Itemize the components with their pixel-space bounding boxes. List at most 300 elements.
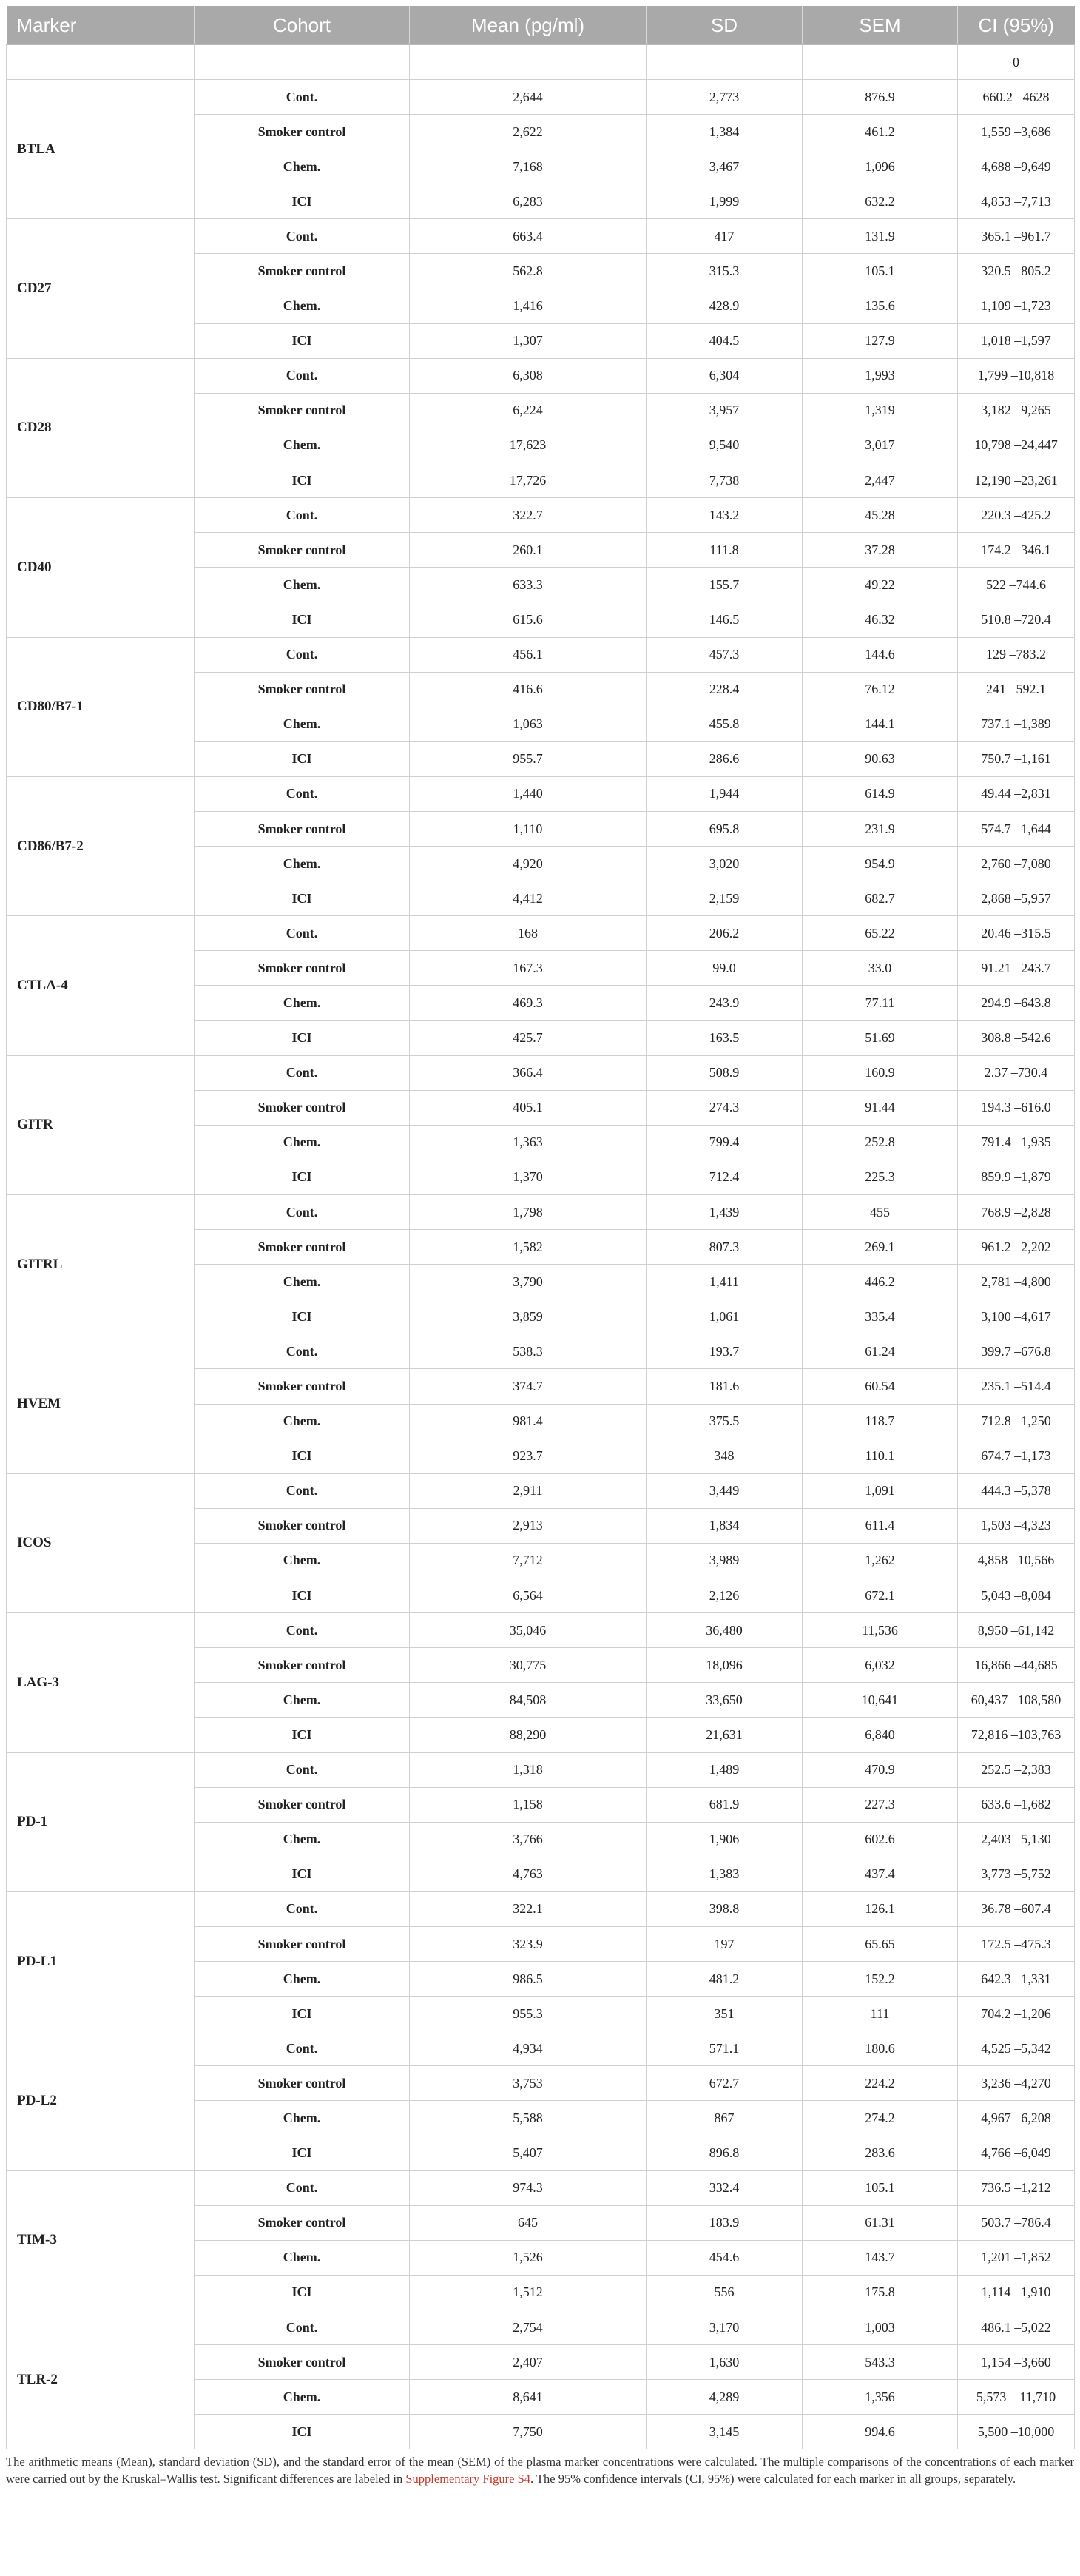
cohort-cell: Cont. [195, 2310, 410, 2345]
cohort-cell: Cont. [195, 358, 410, 393]
sd-cell: 681.9 [647, 1787, 803, 1822]
ci-cell: 308.8 –542.6 [958, 1020, 1075, 1055]
table-row [7, 776, 1075, 811]
table-row [7, 498, 1075, 533]
sem-cell: 437.4 [803, 1857, 958, 1891]
sd-cell: 206.2 [647, 916, 803, 951]
ci-cell: 72,816 –103,763 [958, 1718, 1075, 1752]
cohort-cell: Smoker control [195, 2345, 410, 2380]
cohort-cell: Chem. [195, 1404, 410, 1439]
ci-cell: 399.7 –676.8 [958, 1334, 1075, 1369]
sem-cell: 37.28 [803, 533, 958, 568]
ci-cell: 294.9 –643.8 [958, 986, 1075, 1020]
mean-cell: 4,934 [410, 2031, 647, 2066]
sd-cell: 799.4 [647, 1125, 803, 1160]
sem-cell: 602.6 [803, 1822, 958, 1857]
table-row [7, 1334, 1075, 1369]
sem-cell: 11,536 [803, 1613, 958, 1648]
cohort-cell: Smoker control [195, 1090, 410, 1125]
sem-cell: 231.9 [803, 811, 958, 846]
ci-cell: 4,853 –7,713 [958, 184, 1075, 219]
sd-cell: 243.9 [647, 986, 803, 1020]
sem-cell: 143.7 [803, 2240, 958, 2275]
sd-cell: 3,020 [647, 847, 803, 881]
mean-cell: 7,712 [410, 1543, 647, 1578]
ci-cell: 1,559 –3,686 [958, 115, 1075, 149]
mean-cell: 6,283 [410, 184, 647, 219]
cohort-cell: ICI [195, 881, 410, 916]
cohort-cell: Cont. [195, 2170, 410, 2205]
sd-cell: 695.8 [647, 811, 803, 846]
mean-cell: 1,307 [410, 323, 647, 358]
sd-cell: 146.5 [647, 602, 803, 637]
ci-cell: 241 –592.1 [958, 672, 1075, 707]
header-sd: SD [647, 6, 803, 45]
cohort-cell: Cont. [195, 916, 410, 951]
sem-cell: 61.31 [803, 2205, 958, 2240]
sem-cell: 6,840 [803, 1718, 958, 1752]
sem-cell: 611.4 [803, 1508, 958, 1543]
sd-cell: 3,989 [647, 1543, 803, 1578]
mean-cell: 323.9 [410, 1926, 647, 1961]
cohort-cell: Cont. [195, 776, 410, 811]
table-row [7, 1613, 1075, 1648]
sd-cell: 1,944 [647, 776, 803, 811]
table-cell: 0 [958, 45, 1075, 80]
ci-cell: 574.7 –1,644 [958, 811, 1075, 846]
mean-cell: 1,416 [410, 289, 647, 323]
cohort-cell: ICI [195, 602, 410, 637]
ci-cell: 320.5 –805.2 [958, 254, 1075, 289]
cohort-cell: Cont. [195, 1891, 410, 1926]
sd-cell: 2,159 [647, 881, 803, 916]
sem-cell: 51.69 [803, 1020, 958, 1055]
ci-cell: 791.4 –1,935 [958, 1125, 1075, 1160]
sd-cell: 1,384 [647, 115, 803, 149]
marker-cell: PD-L2 [7, 2031, 195, 2170]
cohort-cell: Smoker control [195, 2066, 410, 2101]
mean-cell: 2,913 [410, 1508, 647, 1543]
table-row [7, 80, 1075, 115]
mean-cell: 1,526 [410, 2240, 647, 2275]
sem-cell: 1,091 [803, 1473, 958, 1508]
mean-cell: 35,046 [410, 1613, 647, 1648]
mean-cell: 663.4 [410, 219, 647, 254]
sd-cell: 332.4 [647, 2170, 803, 2205]
marker-cell: HVEM [7, 1334, 195, 1473]
ci-cell: 91.21 –243.7 [958, 951, 1075, 986]
sem-cell: 470.9 [803, 1752, 958, 1787]
sd-cell: 867 [647, 2101, 803, 2136]
table-cell [7, 45, 195, 80]
ci-cell: 1,109 –1,723 [958, 289, 1075, 323]
sd-cell: 193.7 [647, 1334, 803, 1369]
marker-cell: GITRL [7, 1195, 195, 1334]
ci-cell: 510.8 –720.4 [958, 602, 1075, 637]
sem-cell: 131.9 [803, 219, 958, 254]
marker-cell: GITR [7, 1055, 195, 1194]
mean-cell: 3,753 [410, 2066, 647, 2101]
sd-cell: 197 [647, 1926, 803, 1961]
sem-cell: 274.2 [803, 2101, 958, 2136]
mean-cell: 2,911 [410, 1473, 647, 1508]
sem-cell: 61.24 [803, 1334, 958, 1369]
sem-cell: 60.54 [803, 1369, 958, 1404]
cohort-cell: Cont. [195, 1473, 410, 1508]
table-row [7, 219, 1075, 254]
sd-cell: 2,773 [647, 80, 803, 115]
sem-cell: 46.32 [803, 602, 958, 637]
sem-cell: 144.6 [803, 637, 958, 672]
cohort-cell: Chem. [195, 986, 410, 1020]
mean-cell: 1,110 [410, 811, 647, 846]
ci-cell: 172.5 –475.3 [958, 1926, 1075, 1961]
sd-cell: 457.3 [647, 637, 803, 672]
ci-cell: 5,573 – 11,710 [958, 2380, 1075, 2415]
cohort-cell: ICI [195, 1857, 410, 1891]
ci-cell: 1,154 –3,660 [958, 2345, 1075, 2380]
sd-cell: 36,480 [647, 1613, 803, 1648]
mean-cell: 538.3 [410, 1334, 647, 1369]
cohort-cell: Cont. [195, 498, 410, 533]
ci-cell: 4,688 –9,649 [958, 149, 1075, 184]
sd-cell: 163.5 [647, 1020, 803, 1055]
mean-cell: 615.6 [410, 602, 647, 637]
sem-cell: 180.6 [803, 2031, 958, 2066]
sem-cell: 65.22 [803, 916, 958, 951]
marker-cell: CD40 [7, 498, 195, 637]
sd-cell: 712.4 [647, 1160, 803, 1194]
cohort-cell: ICI [195, 1299, 410, 1334]
mean-cell: 469.3 [410, 986, 647, 1020]
sd-cell: 571.1 [647, 2031, 803, 2066]
sd-cell: 807.3 [647, 1230, 803, 1265]
sem-cell: 1,262 [803, 1543, 958, 1578]
sd-cell: 398.8 [647, 1891, 803, 1926]
sem-cell: 10,641 [803, 1683, 958, 1718]
ci-cell: 220.3 –425.2 [958, 498, 1075, 533]
sd-cell: 143.2 [647, 498, 803, 533]
ci-cell: 674.7 –1,173 [958, 1439, 1075, 1473]
ci-cell: 2,403 –5,130 [958, 1822, 1075, 1857]
mean-cell: 981.4 [410, 1404, 647, 1439]
cohort-cell: Smoker control [195, 1369, 410, 1404]
mean-cell: 7,168 [410, 149, 647, 184]
sem-cell: 461.2 [803, 115, 958, 149]
mean-cell: 974.3 [410, 2170, 647, 2205]
cohort-cell: ICI [195, 323, 410, 358]
mean-cell: 260.1 [410, 533, 647, 568]
sd-cell: 99.0 [647, 951, 803, 986]
mean-cell: 168 [410, 916, 647, 951]
mean-cell: 3,766 [410, 1822, 647, 1857]
sd-cell: 9,540 [647, 428, 803, 463]
sem-cell: 632.2 [803, 184, 958, 219]
ci-cell: 444.3 –5,378 [958, 1473, 1075, 1508]
marker-cell: BTLA [7, 80, 195, 219]
sd-cell: 33,650 [647, 1683, 803, 1718]
sem-cell: 224.2 [803, 2066, 958, 2101]
sd-cell: 181.6 [647, 1369, 803, 1404]
sem-cell: 994.6 [803, 2415, 958, 2449]
ci-cell: 736.5 –1,212 [958, 2170, 1075, 2205]
ci-cell: 2,781 –4,800 [958, 1265, 1075, 1299]
ci-cell: 174.2 –346.1 [958, 533, 1075, 568]
ci-cell: 8,950 –61,142 [958, 1613, 1075, 1648]
table-cell [195, 45, 410, 80]
mean-cell: 2,407 [410, 2345, 647, 2380]
cohort-cell: Cont. [195, 1334, 410, 1369]
sem-cell: 283.6 [803, 2136, 958, 2170]
sd-cell: 3,449 [647, 1473, 803, 1508]
cohort-cell: Smoker control [195, 2205, 410, 2240]
sem-cell: 118.7 [803, 1404, 958, 1439]
sd-cell: 18,096 [647, 1648, 803, 1683]
sem-cell: 152.2 [803, 1962, 958, 1997]
sem-cell: 1,003 [803, 2310, 958, 2345]
ci-cell: 768.9 –2,828 [958, 1195, 1075, 1230]
cohort-cell: Chem. [195, 428, 410, 463]
sem-cell: 160.9 [803, 1055, 958, 1090]
sd-cell: 4,289 [647, 2380, 803, 2415]
mean-cell: 645 [410, 2205, 647, 2240]
marker-cell: LAG-3 [7, 1613, 195, 1752]
ci-cell: 235.1 –514.4 [958, 1369, 1075, 1404]
mean-cell: 2,622 [410, 115, 647, 149]
cohort-cell: Chem. [195, 1683, 410, 1718]
sd-cell: 351 [647, 1997, 803, 2031]
sd-cell: 183.9 [647, 2205, 803, 2240]
cohort-cell: Smoker control [195, 672, 410, 707]
ci-cell: 522 –744.6 [958, 568, 1075, 602]
mean-cell: 5,407 [410, 2136, 647, 2170]
sem-cell: 49.22 [803, 568, 958, 602]
sem-cell: 876.9 [803, 80, 958, 115]
header-marker: Marker [7, 6, 195, 45]
ci-cell: 194.3 –616.0 [958, 1090, 1075, 1125]
mean-cell: 1,798 [410, 1195, 647, 1230]
mean-cell: 1,370 [410, 1160, 647, 1194]
cohort-cell: Cont. [195, 1752, 410, 1787]
sem-cell: 65.65 [803, 1926, 958, 1961]
marker-cell: TIM-3 [7, 2170, 195, 2310]
cohort-cell: Cont. [195, 1055, 410, 1090]
sd-cell: 481.2 [647, 1962, 803, 1997]
sem-cell: 269.1 [803, 1230, 958, 1265]
marker-cell: TLR-2 [7, 2310, 195, 2449]
marker-cell: CD28 [7, 358, 195, 497]
cohort-cell: Cont. [195, 1613, 410, 1648]
mean-cell: 456.1 [410, 637, 647, 672]
ci-cell: 2.37 –730.4 [958, 1055, 1075, 1090]
sd-cell: 3,170 [647, 2310, 803, 2345]
footnote-text-end: . The 95% confidence intervals (CI, 95%) were calculated for each marker in all groups, separately. [530, 2472, 1016, 2486]
cohort-cell: Chem. [195, 707, 410, 741]
cohort-cell: ICI [195, 1578, 410, 1613]
mean-cell: 6,308 [410, 358, 647, 393]
mean-cell: 8,641 [410, 2380, 647, 2415]
sd-cell: 1,999 [647, 184, 803, 219]
sem-cell: 252.8 [803, 1125, 958, 1160]
sd-cell: 1,439 [647, 1195, 803, 1230]
marker-cell: ICOS [7, 1473, 195, 1612]
table-row [7, 1891, 1075, 1926]
table-row [7, 1473, 1075, 1508]
table-row [7, 637, 1075, 672]
cohort-cell: ICI [195, 2275, 410, 2310]
mean-cell: 986.5 [410, 1962, 647, 1997]
ci-cell: 642.3 –1,331 [958, 1962, 1075, 1997]
sem-cell: 1,993 [803, 358, 958, 393]
cohort-cell: ICI [195, 1020, 410, 1055]
cohort-cell: Cont. [195, 1195, 410, 1230]
ci-cell: 3,236 –4,270 [958, 2066, 1075, 2101]
sem-cell: 127.9 [803, 323, 958, 358]
mean-cell: 4,763 [410, 1857, 647, 1891]
cohort-cell: Smoker control [195, 1508, 410, 1543]
marker-cell: CD86/B7-2 [7, 776, 195, 915]
sd-cell: 274.3 [647, 1090, 803, 1125]
mean-cell: 6,224 [410, 393, 647, 428]
cohort-cell: Chem. [195, 289, 410, 323]
sem-cell: 455 [803, 1195, 958, 1230]
table-row [7, 1752, 1075, 1787]
mean-cell: 2,754 [410, 2310, 647, 2345]
mean-cell: 3,790 [410, 1265, 647, 1299]
ci-cell: 633.6 –1,682 [958, 1787, 1075, 1822]
ci-cell: 10,798 –24,447 [958, 428, 1075, 463]
sem-cell: 110.1 [803, 1439, 958, 1473]
sem-cell: 91.44 [803, 1090, 958, 1125]
header-ci: CI (95%) [958, 6, 1075, 45]
ci-cell: 1,201 –1,852 [958, 2240, 1075, 2275]
ci-cell: 60,437 –108,580 [958, 1683, 1075, 1718]
ci-cell: 1,799 –10,818 [958, 358, 1075, 393]
table-cell [803, 45, 958, 80]
sd-cell: 404.5 [647, 323, 803, 358]
cohort-cell: ICI [195, 2415, 410, 2449]
mean-cell: 1,063 [410, 707, 647, 741]
sem-cell: 682.7 [803, 881, 958, 916]
sd-cell: 286.6 [647, 741, 803, 776]
sem-cell: 335.4 [803, 1299, 958, 1334]
sd-cell: 1,834 [647, 1508, 803, 1543]
ci-cell: 503.7 –786.4 [958, 2205, 1075, 2240]
ci-cell: 129 –783.2 [958, 637, 1075, 672]
sem-cell: 446.2 [803, 1265, 958, 1299]
sd-cell: 3,145 [647, 2415, 803, 2449]
sem-cell: 2,447 [803, 463, 958, 498]
ci-cell: 2,760 –7,080 [958, 847, 1075, 881]
mean-cell: 1,582 [410, 1230, 647, 1265]
ci-cell: 36.78 –607.4 [958, 1891, 1075, 1926]
table-row [7, 2310, 1075, 2345]
ci-cell: 5,500 –10,000 [958, 2415, 1075, 2449]
sem-cell: 1,356 [803, 2380, 958, 2415]
mean-cell: 4,920 [410, 847, 647, 881]
table-row [7, 1195, 1075, 1230]
sem-cell: 543.3 [803, 2345, 958, 2380]
sd-cell: 556 [647, 2275, 803, 2310]
mean-cell: 30,775 [410, 1648, 647, 1683]
cohort-cell: Smoker control [195, 951, 410, 986]
cohort-cell: Smoker control [195, 115, 410, 149]
cohort-cell: Cont. [195, 219, 410, 254]
ci-cell: 486.1 –5,022 [958, 2310, 1075, 2345]
mean-cell: 2,644 [410, 80, 647, 115]
sd-cell: 228.4 [647, 672, 803, 707]
ci-cell: 5,043 –8,084 [958, 1578, 1075, 1613]
cohort-cell: Chem. [195, 1543, 410, 1578]
marker-cell: PD-1 [7, 1752, 195, 1891]
header-cohort: Cohort [195, 6, 410, 45]
sem-cell: 144.1 [803, 707, 958, 741]
mean-cell: 366.4 [410, 1055, 647, 1090]
sem-cell: 614.9 [803, 776, 958, 811]
mean-cell: 84,508 [410, 1683, 647, 1718]
mean-cell: 1,512 [410, 2275, 647, 2310]
cohort-cell: Smoker control [195, 811, 410, 846]
cohort-cell: Chem. [195, 1822, 410, 1857]
sd-cell: 454.6 [647, 2240, 803, 2275]
sem-cell: 105.1 [803, 254, 958, 289]
mean-cell: 4,412 [410, 881, 647, 916]
supplementary-figure-link[interactable]: Supplementary Figure S4 [405, 2472, 531, 2486]
mean-cell: 923.7 [410, 1439, 647, 1473]
ci-cell: 16,866 –44,685 [958, 1648, 1075, 1683]
cohort-cell: ICI [195, 741, 410, 776]
sd-cell: 375.5 [647, 1404, 803, 1439]
sem-cell: 76.12 [803, 672, 958, 707]
table-row [7, 45, 1075, 80]
ci-cell: 712.8 –1,250 [958, 1404, 1075, 1439]
table-cell [410, 45, 647, 80]
cohort-cell: Smoker control [195, 1926, 410, 1961]
table-container [6, 6, 1074, 2487]
marker-cell: CD80/B7-1 [7, 637, 195, 776]
ci-cell: 859.9 –1,879 [958, 1160, 1075, 1194]
marker-cell: CTLA-4 [7, 916, 195, 1055]
cohort-cell: Chem. [195, 149, 410, 184]
cohort-cell: ICI [195, 184, 410, 219]
sd-cell: 7,738 [647, 463, 803, 498]
mean-cell: 322.7 [410, 498, 647, 533]
sd-cell: 508.9 [647, 1055, 803, 1090]
cohort-cell: ICI [195, 2136, 410, 2170]
ci-cell: 365.1 –961.7 [958, 219, 1075, 254]
cohort-cell: Smoker control [195, 533, 410, 568]
sem-cell: 33.0 [803, 951, 958, 986]
sd-cell: 315.3 [647, 254, 803, 289]
cohort-cell: Cont. [195, 637, 410, 672]
sd-cell: 1,630 [647, 2345, 803, 2380]
sem-cell: 1,096 [803, 149, 958, 184]
ci-cell: 1,114 –1,910 [958, 2275, 1075, 2310]
mean-cell: 374.7 [410, 1369, 647, 1404]
sem-cell: 111 [803, 1997, 958, 2031]
mean-cell: 88,290 [410, 1718, 647, 1752]
sem-cell: 105.1 [803, 2170, 958, 2205]
sem-cell: 90.63 [803, 741, 958, 776]
cohort-cell: Chem. [195, 2240, 410, 2275]
cohort-cell: Chem. [195, 1125, 410, 1160]
sem-cell: 45.28 [803, 498, 958, 533]
cohort-cell: Smoker control [195, 1648, 410, 1683]
mean-cell: 1,440 [410, 776, 647, 811]
ci-cell: 3,100 –4,617 [958, 1299, 1075, 1334]
sd-cell: 428.9 [647, 289, 803, 323]
cohort-cell: Smoker control [195, 1230, 410, 1265]
